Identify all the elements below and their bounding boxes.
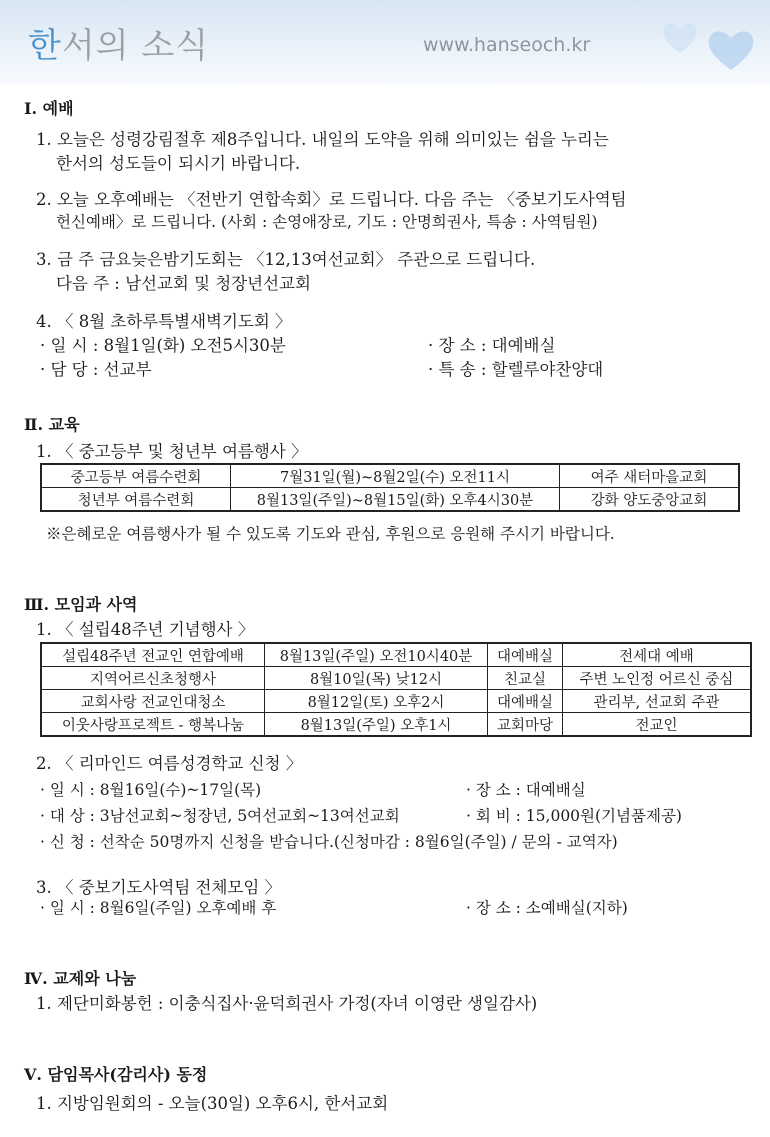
table-cell: 중고등부 여름수련회 (41, 464, 231, 488)
table-cell: 교회사랑 전교인대청소 (41, 690, 265, 713)
s3-item2-fee: · 회 비 : 15,000원(기념품제공) (466, 807, 682, 825)
table-row (41, 464, 739, 488)
heart-large-icon (705, 24, 757, 74)
table-cell: 친교실 (488, 667, 563, 690)
table-row (41, 488, 739, 512)
table-cell: 전교인 (563, 713, 752, 737)
s3-item3-place: · 장 소 : 소예배실(지하) (466, 899, 628, 917)
table-cell: 전세대 예배 (563, 643, 752, 667)
table-row (41, 667, 751, 690)
table-cell: 7월31일(월)~8월2일(수) 오전11시 (231, 464, 560, 488)
youth-events-table (40, 463, 740, 512)
s3-item2-target: · 대 상 : 3남선교회~청장년, 5여선교회~13여선교회 (40, 807, 400, 825)
s1-item4-place: · 장 소 : 대예배실 (428, 336, 556, 355)
section-1-heading: Ⅰ. 예배 (24, 99, 74, 118)
s1-item3-line2: 다음 주 : 남선교회 및 청장년선교회 (56, 274, 311, 293)
s1-item1-line1: 1. 오늘은 성령강림절후 제8주입니다. 내일의 도약을 위해 의미있는 쉼을 누리는 (36, 130, 609, 149)
s3-item2-apply: · 신 청 : 선착순 50명까지 신청을 받습니다.(신청마감 : 8월6일(주일) / 문의 - 교역자) (40, 833, 618, 851)
s3-item1-title: 1. 〈 설립48주년 기념행사 〉 (36, 620, 255, 639)
s1-item4-title: 4. 〈 8월 초하루특별새벽기도회 〉 (36, 312, 292, 331)
table-cell: 교회마당 (488, 713, 563, 737)
table-cell: 8월13일(주일) 오전10시40분 (265, 643, 488, 667)
heart-small-icon (660, 18, 700, 56)
table-cell: 주변 노인정 어르신 중심 (563, 667, 752, 690)
website-url[interactable]: www.hanseoch.kr (423, 34, 591, 56)
s3-item2-time: · 일 시 : 8월16일(수)~17일(목) (40, 781, 262, 799)
table-cell: 설립48주년 전교인 연합예배 (41, 643, 265, 667)
title-first-char: 한 (28, 26, 62, 66)
section-5-heading: Ⅴ. 담임목사(감리사) 동정 (24, 1065, 208, 1084)
anniversary-events-table (40, 642, 752, 737)
s1-item4-charge: · 담 당 : 선교부 (40, 360, 152, 379)
s1-item1-line2: 한서의 성도들이 되시기 바랍니다. (56, 154, 301, 173)
table-cell: 8월13일(주일) 오후1시 (265, 713, 488, 737)
s3-item3-title: 3. 〈 중보기도사역팀 전체모임 〉 (36, 878, 282, 897)
s1-item4-special: · 특 송 : 할렐루야찬양대 (428, 360, 604, 379)
table-row (41, 690, 751, 713)
table-cell: 지역어르신초청행사 (41, 667, 265, 690)
table-cell: 이웃사랑프로젝트 - 행복나눔 (41, 713, 265, 737)
s1-item4-time: · 일 시 : 8월1일(화) 오전5시30분 (40, 336, 286, 355)
page-header (0, 0, 770, 84)
table-cell: 강화 양도중앙교회 (560, 488, 740, 512)
table-row (41, 643, 751, 667)
s2-note: ※은혜로운 여름행사가 될 수 있도록 기도와 관심, 후원으로 응원해 주시기 바랍니다. (46, 525, 615, 543)
section-4-heading: Ⅳ. 교제와 나눔 (24, 969, 137, 988)
table-cell: 8월13일(주일)~8월15일(화) 오후4시30분 (231, 488, 560, 512)
s5-item1: 1. 지방임원회의 - 오늘(30일) 오후6시, 한서교회 (36, 1094, 389, 1113)
s1-item2-line2: 헌신예배〉로 드립니다. (사회 : 손영애장로, 기도 : 안명희권사, 특송 : 사역팀원) (56, 213, 598, 231)
s3-item2-title: 2. 〈 리마인드 여름성경학교 신청 〉 (36, 754, 303, 773)
table-cell: 대예배실 (488, 690, 563, 713)
s1-item3-line1: 3. 금 주 금요늦은밤기도회는 〈12,13여선교회〉 주관으로 드립니다. (36, 250, 536, 269)
table-row (41, 713, 751, 737)
newsletter-title (28, 18, 209, 67)
s2-item1-title: 1. 〈 중고등부 및 청년부 여름행사 〉 (36, 442, 308, 461)
table-cell: 8월10일(목) 낮12시 (265, 667, 488, 690)
table-cell: 여주 새터마을교회 (560, 464, 740, 488)
table-cell: 청년부 여름수련회 (41, 488, 231, 512)
s3-item2-place: · 장 소 : 대예배실 (466, 781, 586, 799)
table-cell: 8월12일(토) 오후2시 (265, 690, 488, 713)
s1-item2-line1: 2. 오늘 오후예배는 〈전반기 연합속회〉로 드립니다. 다음 주는 〈중보기도사역팀 (36, 190, 627, 209)
table-cell: 대예배실 (488, 643, 563, 667)
section-2-heading: Ⅱ. 교육 (24, 415, 80, 434)
s4-item1: 1. 제단미화봉헌 : 이충식집사·윤덕희권사 가정(자녀 이영란 생일감사) (36, 994, 538, 1013)
table-cell: 관리부, 선교회 주관 (563, 690, 752, 713)
s3-item3-time: · 일 시 : 8월6일(주일) 오후예배 후 (40, 899, 277, 917)
title-rest: 서의 소식 (61, 26, 210, 66)
section-3-heading: Ⅲ. 모임과 사역 (24, 595, 138, 614)
